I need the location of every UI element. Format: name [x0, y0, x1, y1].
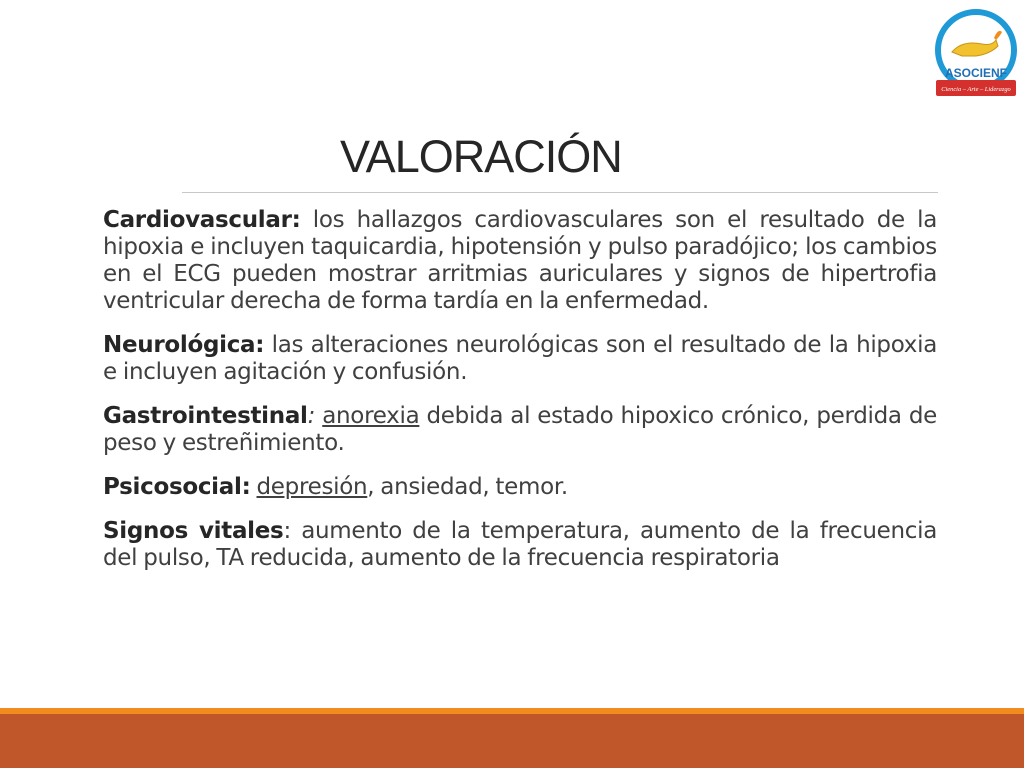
section-text: las alteraciones neurológicas son el resultado de la hipoxia e incluyen agitación y confusión. [103, 332, 937, 385]
section-underlined-term: depresión [256, 474, 368, 500]
footer-band [0, 714, 1024, 768]
logo-wordmark: ASOCIENF [944, 66, 1008, 80]
section-label: Neurológica: [103, 332, 265, 358]
section-text: los hallazgos cardiovasculares son el resultado de la hipoxia e incluyen taquicardia, hipotensión y pulso paradójico; los cambios en el ECG pueden mostrar arritmias auriculares y signos de hipertrofia ventricular derecha de forma tardía en la enfermedad. [103, 207, 937, 314]
section-neurologica [103, 332, 937, 386]
section-label: Psicosocial: [103, 474, 251, 500]
section-text: : aumento de la temperatura, aumento de la frecuencia del pulso, TA reducida, aumento de la frecuencia respiratoria [103, 518, 938, 571]
title-divider [182, 192, 938, 193]
section-cardiovascular [103, 207, 937, 315]
slide-content [103, 207, 937, 589]
logo-motto: Ciencia – Arte – Liderazgo [941, 86, 1011, 93]
slide-title: VALORACIÓN [340, 131, 622, 182]
section-psicosocial [103, 474, 937, 501]
asocienf-logo [932, 6, 1020, 102]
section-colon: : [307, 403, 316, 429]
section-label: Cardiovascular: [103, 207, 301, 233]
section-gastrointestinal [103, 403, 937, 457]
section-text: debida al estado hipoxico crónico, perdida de peso y estreñimiento. [103, 403, 937, 456]
section-signos-vitales [103, 518, 937, 572]
section-text: , ansiedad, temor. [367, 474, 568, 500]
section-label: Signos vitales [103, 518, 284, 544]
section-label: Gastrointestinal [103, 403, 308, 429]
section-underlined-term: anorexia [322, 403, 420, 429]
